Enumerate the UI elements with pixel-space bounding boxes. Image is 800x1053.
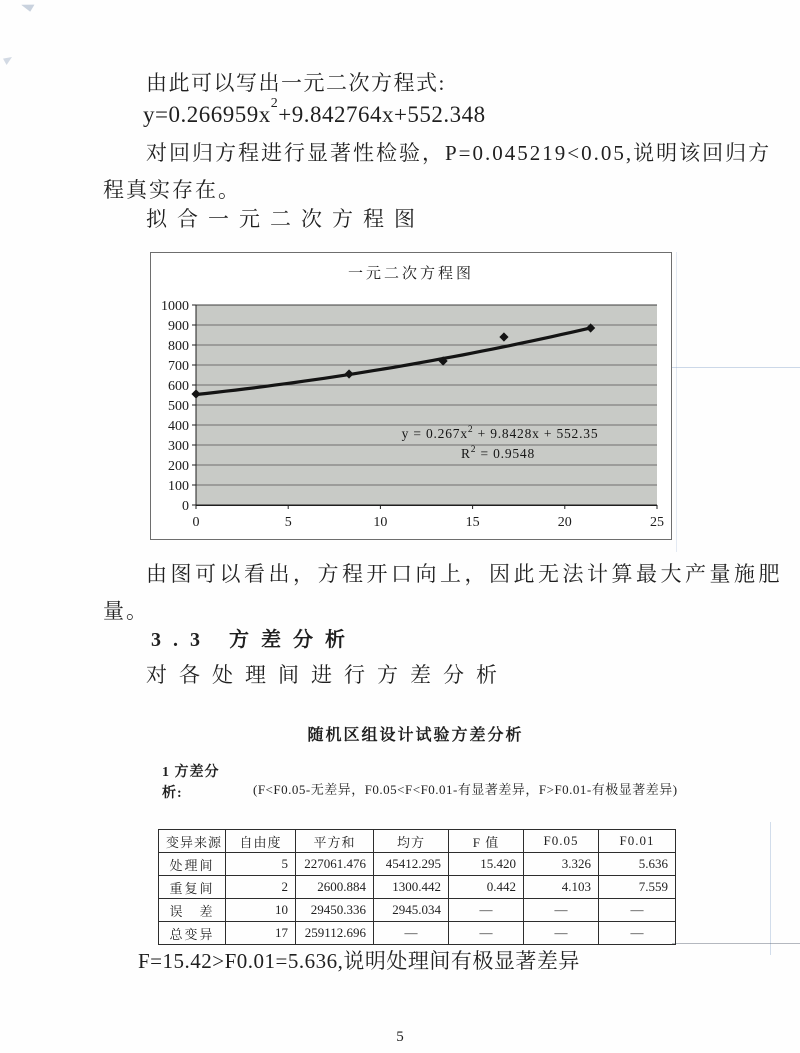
equation-superscript: 2	[270, 96, 279, 112]
svg-text:15: 15	[465, 515, 480, 530]
paragraph-anova-intro: 对各处理间进行方差分析	[146, 663, 509, 687]
table-cell: 2945.034	[374, 899, 449, 922]
table-cell: 2600.884	[296, 876, 374, 899]
table-column-header: 变异来源	[159, 830, 226, 853]
table-header-row	[159, 830, 676, 853]
table-column-header: 均方	[374, 830, 449, 853]
table-cell: 总变异	[159, 922, 226, 945]
svg-text:300: 300	[168, 439, 189, 454]
paragraph-intro: 由此可以写出一元二次方程式:	[146, 71, 446, 95]
anova-significance-note: (F<F0.05-无差异，F0.05<F<F0.01-有显著差异，F>F0.01-有极显著差异)	[253, 782, 678, 797]
table-column-header: F0.01	[599, 830, 676, 853]
svg-text:20: 20	[557, 515, 572, 530]
anova-label	[162, 762, 220, 804]
paragraph-conclusion-line2: 量。	[103, 599, 149, 623]
trendline-equation-label: $y = 0.267x^2 + 9.8428x + 552.35$	[401, 425, 599, 441]
svg-text:600: 600	[168, 379, 189, 394]
svg-text:5: 5	[284, 515, 292, 530]
paragraph-f-result: F=15.42>F0.01=5.636,说明处理间有极显著差异	[138, 949, 580, 973]
table-cell: —	[524, 922, 599, 945]
equation-base: y=0.266959x	[143, 102, 271, 127]
table-row	[159, 876, 676, 899]
anova-table	[158, 829, 676, 945]
svg-text:0: 0	[182, 499, 189, 514]
table-cell: —	[449, 922, 524, 945]
r-squared-label: $R^2 = 0.9548$	[460, 445, 536, 461]
table-cell: —	[599, 922, 676, 945]
table-cell: 误 差	[159, 899, 226, 922]
scan-fold-line	[657, 367, 800, 368]
paragraph-fit-label: 拟合一元二次方程图	[146, 207, 425, 231]
chart-figure	[150, 252, 672, 540]
table-cell: 7.559	[599, 876, 676, 899]
table-cell: 227061.476	[296, 853, 374, 876]
svg-text:400: 400	[168, 419, 189, 434]
table-row	[159, 922, 676, 945]
table-cell: 1300.442	[374, 876, 449, 899]
scan-fold-line	[676, 252, 677, 552]
anova-table-title: 随机区组设计试验方差分析	[307, 727, 524, 744]
table-cell: 10	[226, 899, 296, 922]
anova-label-line: 1 方差分	[162, 765, 220, 780]
table-cell: —	[449, 899, 524, 922]
table-row	[159, 853, 676, 876]
svg-text:900: 900	[168, 319, 189, 334]
table-cell: 处理间	[159, 853, 226, 876]
chart-title: 一元二次方程图	[347, 266, 475, 282]
svg-text:800: 800	[168, 339, 189, 354]
table-cell: —	[524, 899, 599, 922]
table-cell: —	[374, 922, 449, 945]
table-cell: —	[599, 899, 676, 922]
table-cell: 5.636	[599, 853, 676, 876]
table-cell: 15.420	[449, 853, 524, 876]
anova-label-line: 析:	[162, 786, 183, 801]
svg-text:700: 700	[168, 359, 189, 374]
table-row	[159, 899, 676, 922]
paragraph-regression-line1: 对回归方程进行显著性检验，P=0.045219<0.05,说明该回归方	[146, 141, 772, 165]
svg-text:25: 25	[650, 515, 664, 530]
table-cell: 4.103	[524, 876, 599, 899]
svg-text:500: 500	[168, 399, 189, 414]
svg-text:10: 10	[373, 515, 388, 530]
scan-fold-line	[770, 822, 771, 955]
table-column-header: F 值	[449, 830, 524, 853]
svg-text:100: 100	[168, 479, 189, 494]
table-body	[159, 853, 676, 945]
table-column-header: 平方和	[296, 830, 374, 853]
table-cell: 2	[226, 876, 296, 899]
table-cell: 17	[226, 922, 296, 945]
scan-artifact-mark	[3, 57, 12, 65]
svg-text:200: 200	[168, 459, 189, 474]
table-cell: 259112.696	[296, 922, 374, 945]
table-cell: 29450.336	[296, 899, 374, 922]
table-column-header: F0.05	[524, 830, 599, 853]
table-cell: 5	[226, 853, 296, 876]
paragraph-conclusion-line1: 由图可以看出，方程开口向上，因此无法计算最大产量施肥	[146, 562, 783, 586]
table-cell: 0.442	[449, 876, 524, 899]
table-column-header: 自由度	[226, 830, 296, 853]
equation-base: +9.842764x+552.348	[278, 102, 486, 127]
svg-text:0: 0	[192, 515, 200, 530]
section-heading-variance-analysis: 3.3 方差分析	[151, 629, 357, 651]
table-cell: 45412.295	[374, 853, 449, 876]
paragraph-regression-line2: 程真实存在。	[103, 178, 241, 202]
svg-text:1000: 1000	[161, 299, 189, 314]
page-number: 5	[396, 1029, 404, 1045]
scan-artifact-mark	[21, 2, 36, 14]
table-cell: 重复间	[159, 876, 226, 899]
table-cell: 3.326	[524, 853, 599, 876]
quadratic-equation-chart	[150, 252, 672, 540]
scan-fold-line	[672, 943, 800, 944]
equation-quadratic	[143, 96, 486, 130]
